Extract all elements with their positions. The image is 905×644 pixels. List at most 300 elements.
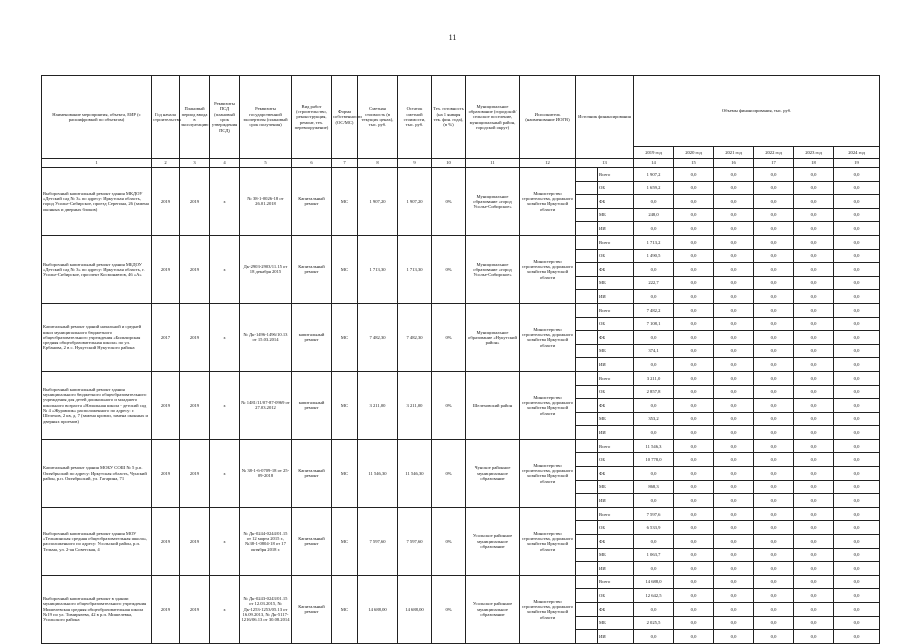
funding-amount: 0,0 <box>674 290 714 304</box>
estimated-cost: 11 546,30 <box>358 439 398 507</box>
funding-amount: 0,0 <box>754 494 794 508</box>
column-number: 5 <box>240 159 292 168</box>
readiness: 0% <box>432 371 466 439</box>
funding-amount: 0,0 <box>674 222 714 236</box>
funding-amount: 0,0 <box>834 412 880 426</box>
source-spacer <box>576 535 598 549</box>
funding-source: ОБ <box>598 453 634 467</box>
funding-amount: 0,0 <box>714 331 754 345</box>
column-number: 12 <box>520 159 576 168</box>
funding-source: ФБ <box>598 603 634 617</box>
funding-source: ФБ <box>598 467 634 481</box>
funding-amount: 0,0 <box>674 249 714 263</box>
funding-source: Всего <box>598 235 634 249</box>
funding-amount: 0,0 <box>794 562 834 576</box>
funding-amount: 0,0 <box>754 589 794 603</box>
commission-year: 2019 <box>180 507 210 575</box>
funding-amount: 0,0 <box>714 195 754 209</box>
object-name: Выборочный капитальный ремонт здания МБДОУ «Детский сад № 3» по адресу: Иркутская область, г. Усолье-Сибирское, проспект Космонавтов, 46 «А» <box>42 235 152 303</box>
funding-amount: 0,0 <box>754 168 794 182</box>
funding-amount: 0,0 <box>794 290 834 304</box>
funding-amount: 0,0 <box>794 426 834 440</box>
funding-source: ФБ <box>598 399 634 413</box>
header-year: 2022 год <box>754 147 794 159</box>
funding-amount: 0,0 <box>674 562 714 576</box>
funding-amount: 0,0 <box>674 399 714 413</box>
funding-amount: 0,0 <box>754 480 794 494</box>
funding-amount: 7 597,6 <box>634 507 674 521</box>
funding-amount: 0,0 <box>754 467 794 481</box>
funding-amount: 0,0 <box>754 426 794 440</box>
column-number: 10 <box>432 159 466 168</box>
expertise: № 38-1-0026-18 от 26.01.2018 <box>240 168 292 236</box>
funding-amount: 0,0 <box>794 616 834 630</box>
funding-source: МБ <box>598 208 634 222</box>
funding-amount: 0,0 <box>754 303 794 317</box>
funding-amount: 0,0 <box>674 548 714 562</box>
funding-amount: 0,0 <box>754 616 794 630</box>
object-name: Выборочный капитальный ремонт здания МКДОУ «Детский сад № 3» по адресу: Иркутская область, город Усолье-Сибирское, проезд Серегина, 26 (замена оконных и дверных блоков) <box>42 168 152 236</box>
source-spacer <box>576 467 598 481</box>
funding-amount: 0,0 <box>714 371 754 385</box>
funding-amount: 0,0 <box>674 195 714 209</box>
source-spacer <box>576 249 598 263</box>
ownership: МС <box>332 235 358 303</box>
funding-amount: 0,0 <box>714 385 754 399</box>
column-number: 9 <box>398 159 432 168</box>
funding-amount: 0,0 <box>674 235 714 249</box>
start-year: 2019 <box>152 507 180 575</box>
funding-amount: 0,0 <box>754 181 794 195</box>
funding-amount: 0,0 <box>794 480 834 494</box>
ownership: МС <box>332 507 358 575</box>
start-year: 2017 <box>152 303 180 371</box>
readiness: 0% <box>432 303 466 371</box>
estimated-cost: 1 713,30 <box>358 235 398 303</box>
funding-amount: 0,0 <box>834 344 880 358</box>
funding-amount: 0,0 <box>714 630 754 644</box>
start-year: 2019 <box>152 168 180 236</box>
header-year: 2023 год <box>794 147 834 159</box>
funding-amount: 0,0 <box>754 399 794 413</box>
table-row <box>42 235 880 249</box>
funding-amount: 0,0 <box>794 371 834 385</box>
funding-amount: 0,0 <box>754 263 794 277</box>
funding-amount: 0,0 <box>714 480 754 494</box>
funding-amount: 0,0 <box>634 467 674 481</box>
funding-amount: 0,0 <box>834 603 880 617</box>
funding-amount: 0,0 <box>834 480 880 494</box>
funding-amount: 0,0 <box>714 399 754 413</box>
object-name: Выборочный капитальный ремонт здания муниципального бюджетного общеобразовательного учреждения для детей дошкольного и младшего школьного возраста «Начальная школа - детский сад № 4 «Журавлик» расположенного по адресу: г. Шелехов, 2 кв, д. 7 (замена кровли, замена оконных и дверных проемов) <box>42 371 152 439</box>
funding-amount: 0,0 <box>714 494 754 508</box>
funding-source: ОБ <box>598 249 634 263</box>
funding-amount: 0,0 <box>794 249 834 263</box>
source-spacer <box>576 575 598 589</box>
source-spacer <box>576 222 598 236</box>
remaining-cost: 7 482,30 <box>398 303 432 371</box>
funding-amount: 1 490,5 <box>634 249 674 263</box>
funding-amount: 0,0 <box>754 630 794 644</box>
funding-amount: 14 688,0 <box>634 575 674 589</box>
funding-amount: 0,0 <box>834 168 880 182</box>
page-number: 11 <box>448 33 457 42</box>
funding-amount: 0,0 <box>794 630 834 644</box>
ownership: МС <box>332 371 358 439</box>
funding-amount: 2 025,5 <box>634 616 674 630</box>
funding-amount: 0,0 <box>714 535 754 549</box>
funding-amount: 0,0 <box>714 235 754 249</box>
municipality: Муниципальное образование «город Усолье-Сибирское» <box>466 235 520 303</box>
source-spacer <box>576 276 598 290</box>
funding-amount: 0,0 <box>674 168 714 182</box>
table-row <box>42 371 880 385</box>
funding-amount: 0,0 <box>794 168 834 182</box>
funding-amount: 0,0 <box>834 616 880 630</box>
funding-amount: 0,0 <box>754 235 794 249</box>
column-number: 7 <box>332 159 358 168</box>
funding-amount: 0,0 <box>754 317 794 331</box>
header-source: Источник финансирования <box>576 76 634 159</box>
commission-year: 2019 <box>180 575 210 643</box>
header-work-type: Вид работ (строительство, реконструкция, ремонт, тех. перевооружение) <box>292 76 332 159</box>
readiness: 0% <box>432 575 466 643</box>
source-spacer <box>576 521 598 535</box>
funding-amount: 1 659,2 <box>634 181 674 195</box>
expertise: № 38-1-6-0709-18 от 25-09-2018 <box>240 439 292 507</box>
funding-amount: 0,0 <box>834 562 880 576</box>
funding-amount: 0,0 <box>674 303 714 317</box>
funding-source: Всего <box>598 303 634 317</box>
funding-amount: 0,0 <box>674 453 714 467</box>
funding-amount: 0,0 <box>714 562 754 576</box>
header-cost: Сметная стоимость (в текущих ценах), тыс. руб. <box>358 76 398 159</box>
funding-amount: 0,0 <box>794 521 834 535</box>
funding-source: МБ <box>598 616 634 630</box>
header-executor: Исполнитель (наименование ИОГВ) <box>520 76 576 159</box>
funding-amount: 0,0 <box>834 290 880 304</box>
work-type: Капитальный ремонт <box>292 507 332 575</box>
column-number: 2 <box>152 159 180 168</box>
source-spacer <box>576 371 598 385</box>
source-spacer <box>576 480 598 494</box>
source-spacer <box>576 562 598 576</box>
source-spacer <box>576 181 598 195</box>
funding-amount: 0,0 <box>794 385 834 399</box>
table-row <box>42 575 880 589</box>
funding-amount: 0,0 <box>634 290 674 304</box>
funding-amount: 0,0 <box>754 208 794 222</box>
funding-source: ОБ <box>598 181 634 195</box>
funding-amount: 0,0 <box>714 222 754 236</box>
funding-source: МБ <box>598 548 634 562</box>
funding-source: ФБ <box>598 195 634 209</box>
funding-amount: 0,0 <box>714 303 754 317</box>
header-readiness: Тех. готовность (на 1 января тек. фин. года), (в %) <box>432 76 466 159</box>
readiness: 0% <box>432 168 466 236</box>
commission-year: 2019 <box>180 168 210 236</box>
funding-amount: 0,0 <box>714 603 754 617</box>
source-spacer <box>576 439 598 453</box>
funding-amount: 0,0 <box>834 399 880 413</box>
funding-amount: 0,0 <box>714 616 754 630</box>
funding-source: ОБ <box>598 521 634 535</box>
executor: Министерство строительства, дорожного хозяйства Иркутской области <box>520 439 576 507</box>
source-spacer <box>576 399 598 413</box>
source-spacer <box>576 331 598 345</box>
funding-amount: 0,0 <box>834 575 880 589</box>
funding-source: Всего <box>598 371 634 385</box>
executor: Министерство строительства, дорожного хозяйства Иркутской области <box>520 235 576 303</box>
source-spacer <box>576 168 598 182</box>
funding-amount: 222,7 <box>634 276 674 290</box>
executor: Министерство строительства, дорожного хозяйства Иркутской области <box>520 371 576 439</box>
funding-amount: 0,0 <box>794 235 834 249</box>
funding-amount: 0,0 <box>834 494 880 508</box>
funding-amount: 0,0 <box>674 412 714 426</box>
funding-source: МБ <box>598 276 634 290</box>
funding-amount: 0,0 <box>794 603 834 617</box>
ownership: МС <box>332 439 358 507</box>
work-type: Капитальный ремонт <box>292 235 332 303</box>
source-spacer <box>576 263 598 277</box>
remaining-cost: 7 597,60 <box>398 507 432 575</box>
psd: х <box>210 439 240 507</box>
remaining-cost: 11 546,30 <box>398 439 432 507</box>
funding-source: ФБ <box>598 331 634 345</box>
funding-amount: 0,0 <box>634 494 674 508</box>
start-year: 2019 <box>152 439 180 507</box>
funding-amount: 11 546,3 <box>634 439 674 453</box>
funding-amount: 0,0 <box>674 371 714 385</box>
funding-amount: 0,0 <box>754 276 794 290</box>
funding-amount: 0,0 <box>834 222 880 236</box>
funding-amount: 0,0 <box>674 480 714 494</box>
municipality: Усольское районное муниципальное образование <box>466 507 520 575</box>
funding-amount: 0,0 <box>794 222 834 236</box>
source-spacer <box>576 344 598 358</box>
estimated-cost: 7 482,30 <box>358 303 398 371</box>
header-psd: Реквизиты ПСД (плановый срок утверждения ПСД) <box>210 76 240 159</box>
executor: Министерство строительства, дорожного хозяйства Иркутской области <box>520 507 576 575</box>
funding-amount: 353,2 <box>634 412 674 426</box>
funding-amount: 0,0 <box>834 535 880 549</box>
table-row <box>42 168 880 182</box>
municipality: Шелеховский район <box>466 371 520 439</box>
funding-amount: 0,0 <box>634 535 674 549</box>
funding-source: ИИ <box>598 290 634 304</box>
remaining-cost: 1 713,30 <box>398 235 432 303</box>
funding-amount: 0,0 <box>714 181 754 195</box>
funding-amount: 0,0 <box>794 195 834 209</box>
funding-source: ФБ <box>598 535 634 549</box>
funding-amount: 0,0 <box>674 507 714 521</box>
funding-amount: 0,0 <box>834 181 880 195</box>
header-municipality: Муниципальное образование (городской/сельское поселение, муниципальный район, городской округ) <box>466 76 520 159</box>
commission-year: 2019 <box>180 303 210 371</box>
funding-amount: 0,0 <box>834 195 880 209</box>
readiness: 0% <box>432 439 466 507</box>
funding-amount: 0,0 <box>834 507 880 521</box>
funding-amount: 0,0 <box>834 589 880 603</box>
remaining-cost: 14 688,00 <box>398 575 432 643</box>
funding-amount: 0,0 <box>674 276 714 290</box>
funding-amount: 0,0 <box>754 195 794 209</box>
funding-amount: 0,0 <box>674 181 714 195</box>
funding-amount: 0,0 <box>834 249 880 263</box>
funding-amount: 0,0 <box>834 303 880 317</box>
funding-amount: 0,0 <box>714 249 754 263</box>
funding-amount: 0,0 <box>634 195 674 209</box>
funding-amount: 0,0 <box>714 507 754 521</box>
funding-amount: 0,0 <box>634 331 674 345</box>
funding-amount: 10 778,0 <box>634 453 674 467</box>
header-remaining-cost: Остаток сметной стоимости, тыс. руб. <box>398 76 432 159</box>
source-spacer <box>576 290 598 304</box>
funding-amount: 0,0 <box>794 412 834 426</box>
funding-amount: 0,0 <box>674 630 714 644</box>
funding-amount: 868,3 <box>634 480 674 494</box>
funding-amount: 0,0 <box>674 263 714 277</box>
column-number: 11 <box>466 159 520 168</box>
header-ownership: Форма собственности (ОС/МС) <box>332 76 358 159</box>
funding-source: МБ <box>598 344 634 358</box>
funding-amount: 0,0 <box>634 358 674 372</box>
source-spacer <box>576 303 598 317</box>
commission-year: 2019 <box>180 371 210 439</box>
funding-amount: 0,0 <box>794 317 834 331</box>
funding-amount: 0,0 <box>714 453 754 467</box>
header-start-year: Год начала строительства <box>152 76 180 159</box>
funding-amount: 0,0 <box>754 385 794 399</box>
expertise: № Дк-1496-1496/10.13 от 15.03.2014 <box>240 303 292 371</box>
object-name: Выборочный капитальный ремонт в здании муниципального общеобразовательного учреждения Мишелевская средняя общеобразовательная школа №19 по ул. Тимирязева, 42 в р.п. Мишелевка, Усольского района <box>42 575 152 643</box>
source-spacer <box>576 358 598 372</box>
funding-amount: 0,0 <box>714 548 754 562</box>
header-expertise: Реквизиты государственной экспертизы (плановый срок получения) <box>240 76 292 159</box>
estimated-cost: 3 211,00 <box>358 371 398 439</box>
psd: х <box>210 303 240 371</box>
source-spacer <box>576 507 598 521</box>
funding-amount: 0,0 <box>754 249 794 263</box>
column-number: 15 <box>674 159 714 168</box>
funding-amount: 0,0 <box>754 358 794 372</box>
funding-amount: 0,0 <box>794 535 834 549</box>
column-number: 19 <box>834 159 880 168</box>
funding-amount: 0,0 <box>834 208 880 222</box>
source-spacer <box>576 317 598 331</box>
source-spacer <box>576 589 598 603</box>
funding-amount: 0,0 <box>674 494 714 508</box>
funding-amount: 0,0 <box>794 439 834 453</box>
psd: х <box>210 235 240 303</box>
column-number: 4 <box>210 159 240 168</box>
funding-amount: 0,0 <box>794 453 834 467</box>
column-number: 13 <box>576 159 634 168</box>
funding-amount: 0,0 <box>834 426 880 440</box>
funding-amount: 0,0 <box>714 412 754 426</box>
funding-amount: 6 533,9 <box>634 521 674 535</box>
source-spacer <box>576 603 598 617</box>
estimated-cost: 7 597,60 <box>358 507 398 575</box>
executor: Министерство строительства, дорожного хозяйства Иркутской области <box>520 575 576 643</box>
funding-amount: 12 642,5 <box>634 589 674 603</box>
object-name: Выборочный капитальный ремонт здания МОУ «Тельминская средняя общеобразовательная школа», расположенного по адресу: Усольский район, р.п. Тельма, ул. 2-ая Советская, 4 <box>42 507 152 575</box>
funding-source: ОБ <box>598 317 634 331</box>
header-year: 2019 год <box>634 147 674 159</box>
funding-amount: 0,0 <box>794 575 834 589</box>
table-row <box>42 439 880 453</box>
funding-amount: 0,0 <box>834 439 880 453</box>
funding-amount: 0,0 <box>834 385 880 399</box>
funding-amount: 0,0 <box>714 575 754 589</box>
commission-year: 2019 <box>180 439 210 507</box>
funding-amount: 0,0 <box>834 331 880 345</box>
municipality: Чунское районное муниципальное образование <box>466 439 520 507</box>
funding-amount: 0,0 <box>674 331 714 345</box>
funding-amount: 0,0 <box>674 317 714 331</box>
financing-table <box>41 75 880 644</box>
funding-amount: 3 211,0 <box>634 371 674 385</box>
funding-source: ФБ <box>598 263 634 277</box>
column-number: 3 <box>180 159 210 168</box>
municipality: Муниципальное образование «город Усолье-Сибирское» <box>466 168 520 236</box>
funding-amount: 0,0 <box>794 331 834 345</box>
funding-source: ОБ <box>598 385 634 399</box>
funding-amount: 374,1 <box>634 344 674 358</box>
funding-amount: 1 907,2 <box>634 168 674 182</box>
expertise: Дк-2903-2903/11.15 от 18 декабря 2015 <box>240 235 292 303</box>
funding-amount: 7 108,1 <box>634 317 674 331</box>
funding-amount: 0,0 <box>754 535 794 549</box>
funding-source: ИИ <box>598 426 634 440</box>
estimated-cost: 14 688,00 <box>358 575 398 643</box>
funding-source: ИИ <box>598 562 634 576</box>
funding-amount: 1 063,7 <box>634 548 674 562</box>
funding-amount: 0,0 <box>674 385 714 399</box>
funding-amount: 0,0 <box>834 358 880 372</box>
funding-amount: 0,0 <box>714 358 754 372</box>
estimated-cost: 1 907,20 <box>358 168 398 236</box>
funding-amount: 0,0 <box>634 426 674 440</box>
work-type: Капитальный ремонт <box>292 575 332 643</box>
column-number: 14 <box>634 159 674 168</box>
funding-source: Всего <box>598 507 634 521</box>
source-spacer <box>576 630 598 644</box>
source-spacer <box>576 208 598 222</box>
funding-amount: 0,0 <box>834 263 880 277</box>
funding-amount: 0,0 <box>634 399 674 413</box>
municipality: Муниципальное образование «Нукутский район» <box>466 303 520 371</box>
ownership: МС <box>332 575 358 643</box>
source-spacer <box>576 235 598 249</box>
expertise: № 1481/11/07-87-0969 от 27.03.2012 <box>240 371 292 439</box>
funding-source: Всего <box>598 575 634 589</box>
expertise: № Дк-0243-0243/01.15 от 12.03.2015, № Дк-1253-1253/05.13 от 16.09.2013, № Дк-5117-1216/06.13 от 30.08.2014 <box>240 575 292 643</box>
funding-amount: 0,0 <box>754 371 794 385</box>
object-name: Капитальный ремонт здания МОБУ СОШ № 5 р.п. Октябрьский по адресу: Иркутская область, Чунский район, р.п. Октябрьский, ул. Гагарина, 71 <box>42 439 152 507</box>
funding-source: ИИ <box>598 494 634 508</box>
header-year: 2020 год <box>674 147 714 159</box>
funding-amount: 7 482,2 <box>634 303 674 317</box>
readiness: 0% <box>432 235 466 303</box>
funding-amount: 0,0 <box>714 521 754 535</box>
funding-amount: 0,0 <box>674 344 714 358</box>
psd: х <box>210 371 240 439</box>
source-spacer <box>576 412 598 426</box>
funding-amount: 0,0 <box>794 494 834 508</box>
funding-amount: 0,0 <box>714 263 754 277</box>
